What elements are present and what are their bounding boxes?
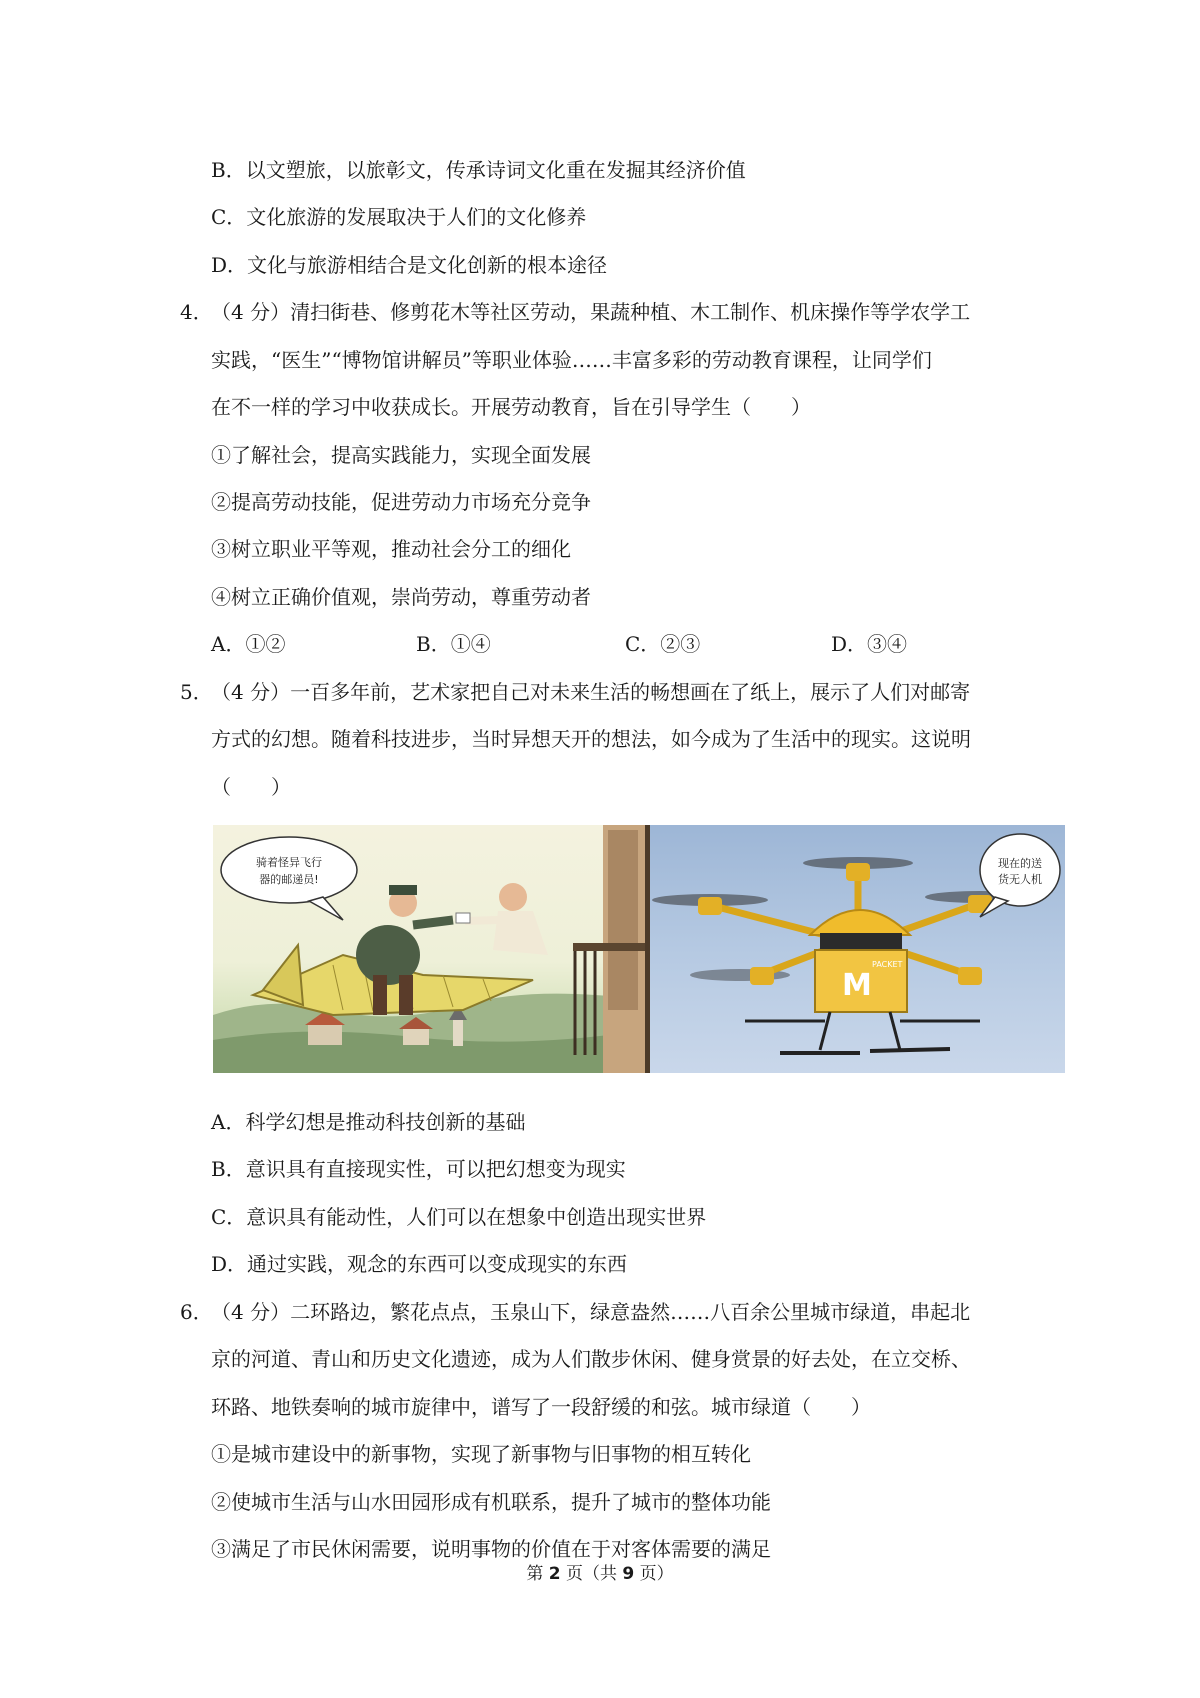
left-bubble-line-1: 骑着怪异飞行 [256, 856, 322, 869]
q5-stem-line-1: （4 分）一百多年前，艺术家把自己对未来生活的畅想画在了纸上，展示了人们对邮寄 [211, 680, 971, 704]
q6-stem-line-2: 京的河道、青山和历史文化遗迹，成为人们散步休闲、健身赏景的好去处，在立交桥、 [211, 1347, 971, 1371]
q3-option-d: D．文化与旅游相结合是文化创新的根本途径 [211, 253, 608, 277]
q5-stem-line-2: 方式的幻想。随着科技进步，当时异想天开的想法，如今成为了生活中的现实。这说明 [211, 727, 971, 751]
q4-choice-c: C．②③ [625, 632, 701, 656]
package-brand: PACKET [872, 960, 903, 969]
q5-option-b: B．意识具有直接现实性，可以把幻想变为现实 [211, 1157, 626, 1181]
q3-option-c: C．文化旅游的发展取决于人们的文化修养 [211, 205, 587, 229]
q5-number: 5． [180, 680, 213, 704]
q4-statement-3: ③树立职业平等观，推动社会分工的细化 [211, 537, 571, 561]
q5-option-a: A．科学幻想是推动科技创新的基础 [211, 1110, 526, 1134]
package-letter: M [842, 968, 872, 1003]
q4-choice-d: D．③④ [831, 632, 908, 656]
q4-stem-line-1: （4 分）清扫街巷、修剪花木等社区劳动，果蔬种植、木工制作、机床操作等学农学工 [211, 300, 971, 324]
q4-stem-line-2: 实践，“医生”“博物馆讲解员”等职业体验……丰富多彩的劳动教育课程，让同学们 [211, 348, 932, 372]
q5-option-c: C．意识具有能动性，人们可以在想象中创造出现实世界 [211, 1205, 707, 1229]
q6-number: 6． [180, 1300, 213, 1324]
footer-prefix: 第 [526, 1564, 549, 1584]
footer-middle: 页（共 [560, 1564, 623, 1584]
q4-stem-line-3: 在不一样的学习中收获成长。开展劳动教育，旨在引导学生（ ） [211, 395, 811, 419]
q4-statement-1: ①了解社会，提高实践能力，实现全面发展 [211, 443, 591, 467]
q3-option-b: B．以文塑旅，以旅彰文，传承诗词文化重在发掘其经济价值 [211, 158, 746, 182]
q6-statement-2: ②使城市生活与山水田园形成有机联系，提升了城市的整体功能 [211, 1490, 771, 1514]
footer-total-pages: 9 [622, 1564, 635, 1584]
q4-number: 4． [180, 300, 213, 324]
q5-option-d: D．通过实践，观念的东西可以变成现实的东西 [211, 1252, 628, 1276]
right-bubble-line-2: 货无人机 [998, 873, 1042, 886]
q5-figure [213, 825, 1065, 1073]
q4-statement-2: ②提高劳动技能，促进劳动力市场充分竞争 [211, 490, 591, 514]
left-bubble-line-2: 器的邮递员! [259, 873, 319, 886]
q4-statement-4: ④树立正确价值观，崇尚劳动，尊重劳动者 [211, 585, 591, 609]
right-bubble-line-1: 现在的送 [998, 857, 1042, 870]
q5-stem-line-3: （ ） [211, 775, 291, 799]
q6-statement-1: ①是城市建设中的新事物，实现了新事物与旧事物的相互转化 [211, 1442, 751, 1466]
q6-statement-3: ③满足了市民休闲需要，说明事物的价值在于对客体需要的满足 [211, 1537, 771, 1561]
q4-choice-a: A．①② [211, 632, 286, 656]
page-footer [0, 1563, 1200, 1585]
footer-suffix: 页） [634, 1564, 674, 1584]
q6-stem-line-1: （4 分）二环路边，繁花点点，玉泉山下，绿意盎然……八百余公里城市绿道，串起北 [211, 1300, 971, 1324]
footer-page-number: 2 [548, 1564, 561, 1584]
flying-postman-drawing [213, 825, 645, 1073]
vintage-postman-illustration [213, 825, 645, 1073]
delivery-drone-drawing [650, 825, 1065, 1073]
q4-choices [0, 632, 1200, 656]
delivery-drone-photo [650, 825, 1065, 1073]
q4-choice-b: B．①④ [416, 632, 491, 656]
q6-stem-line-3: 环路、地铁奏响的城市旋律中，谱写了一段舒缓的和弦。城市绿道（ ） [211, 1395, 871, 1419]
